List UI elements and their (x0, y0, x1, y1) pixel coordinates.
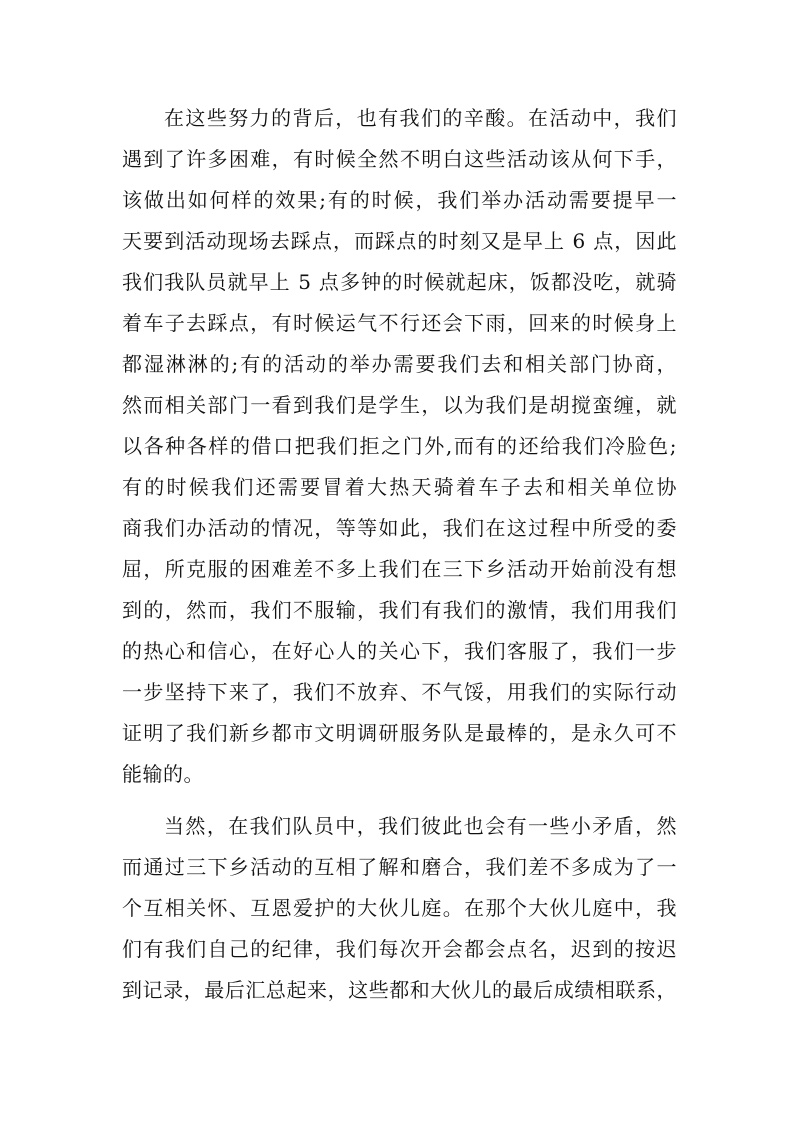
text-line: 天要到活动现场去踩点，而踩点的时刻又是早上 6 点，因此 (122, 229, 677, 253)
text-line: 们有我们自己的纪律，我们每次开会都会点名，迟到的按迟 (122, 937, 677, 961)
text-line: 当然，在我们队员中，我们彼此也会有一些小矛盾，然 (164, 814, 677, 838)
text-line: 到记录，最后汇总起来，这些都和大伙儿的最后成绩相联系， (122, 978, 677, 1002)
text-line: 以各种各样的借口把我们拒之门外,而有的还给我们冷脸色; (122, 434, 677, 458)
text-line: 而通过三下乡活动的互相了解和磨合，我们差不多成为了一 (122, 855, 677, 879)
text-line: 我们我队员就早上 5 点多钟的时候就起床，饭都没吃，就骑 (122, 270, 677, 294)
text-line: 商我们办活动的情况，等等如此，我们在这过程中所受的委 (122, 516, 677, 540)
text-line: 的热心和信心，在好心人的关心下，我们客服了，我们一步 (122, 639, 677, 663)
text-line: 能输的。 (122, 762, 204, 786)
text-line: 到的，然而，我们不服输，我们有我们的激情，我们用我们 (122, 598, 677, 622)
text-line: 遇到了许多困难，有时候全然不明白这些活动该从何下手， (122, 147, 677, 171)
text-line: 有的时候我们还需要冒着大热天骑着车子去和相关单位协 (122, 475, 677, 499)
text-line: 着车子去踩点，有时候运气不行还会下雨，回来的时候身上 (122, 311, 677, 335)
text-line: 个互相关怀、互恩爱护的大伙儿庭。在那个大伙儿庭中，我 (122, 896, 677, 920)
text-line: 一步坚持下来了，我们不放弃、不气馁，用我们的实际行动 (122, 680, 677, 704)
text-line: 该做出如何样的效果;有的时候，我们举办活动需要提早一 (122, 188, 677, 212)
text-line: 在这些努力的背后，也有我们的辛酸。在活动中，我们 (164, 106, 677, 130)
text-line: 证明了我们新乡都市文明调研服务队是最棒的，是永久可不 (122, 721, 677, 745)
text-line: 然而相关部门一看到我们是学生，以为我们是胡搅蛮缠，就 (122, 393, 677, 417)
text-line: 屈，所克服的困难差不多上我们在三下乡活动开始前没有想 (122, 557, 677, 581)
text-line: 都湿淋淋的;有的活动的举办需要我们去和相关部门协商， (122, 352, 677, 376)
